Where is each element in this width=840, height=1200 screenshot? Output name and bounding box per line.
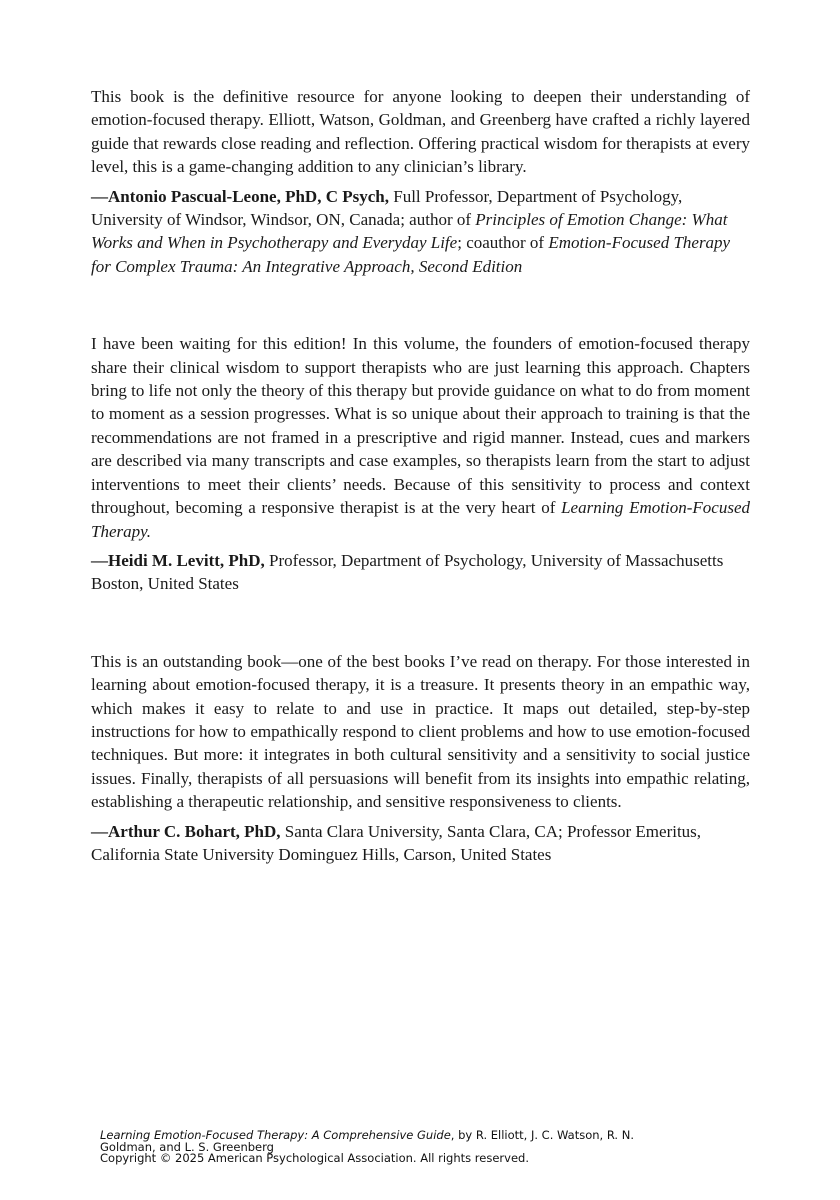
- endorsement-quote: [91, 332, 750, 543]
- footer-citation-line2: Goldman, and L. S. Greenberg: [100, 1139, 274, 1154]
- endorsement-attribution: [91, 185, 750, 279]
- endorsement-levitt: [91, 332, 750, 595]
- endorsement-pascual-leone: [91, 85, 750, 278]
- copyright-footer: [100, 1130, 700, 1165]
- footer-book-title: Learning Emotion-Focused Therapy: A Comprehensive Guide: [100, 1128, 451, 1142]
- endorsement-attribution: [91, 820, 750, 867]
- quote-text: I have been waiting for this edition! In this volume, the founders of emotion-focused therapy share their clinical wisdom to support therapists who are just learning this approach. Chapters bring to life not only the theory of this therapy but provide guidance on what to do from moment to moment as a session progresses. What is so unique about their approach to training is that the recommendations are not framed in a prescriptive and rigid manner. Instead, cues and markers are described via many transcripts and case examples, so therapists learn from the start to adjust interventions to meet their clients’ needs. Because of this sensitivity to process and context throughout, becoming a responsive therapist is at the very heart of: [91, 334, 750, 518]
- footer-authors: , by R. Elliott, J. C. Watson, R. N.: [450, 1128, 634, 1142]
- attribution-connector: ; coauthor of: [457, 233, 549, 253]
- endorsements-page: [91, 85, 750, 866]
- book-title: Emotion-Focused Therapy for Complex Trauma: An Integrative Approach, Second Edition: [91, 233, 731, 276]
- endorser-affiliation: Full Professor, Department of Psychology, University of Windsor, Windsor, ON, Canada; author of: [91, 186, 683, 230]
- endorsement-attribution: [91, 549, 750, 596]
- book-title: Principles of Emotion Change: What Works and When in Psychotherapy and Everyday Life: [91, 210, 728, 253]
- endorsement-bohart: [91, 650, 750, 867]
- endorser-affiliation: Professor, Department of Psychology, University of Massachusetts Boston, United States: [91, 550, 724, 594]
- endorsement-quote: This book is the definitive resource for anyone looking to deepen their understanding of emotion-focused therapy. Elliott, Watson, Goldman, and Greenberg have crafted a richly layered guide that rewards close reading and reflection. Offering practical wisdom for therapists at every level, this is a game-changing addition to any clinician’s library.: [91, 87, 750, 177]
- endorser-name: —Antonio Pascual-Leone, PhD, C Psych,: [91, 186, 389, 206]
- endorser-affiliation: Santa Clara University, Santa Clara, CA; Professor Emeritus, California State University Dominguez Hills, Carson, United States: [91, 821, 702, 864]
- endorser-name: —Heidi M. Levitt, PhD,: [91, 550, 265, 570]
- quote-book-title: Learning Emotion-Focused Therapy.: [91, 498, 750, 541]
- endorser-name: —Arthur C. Bohart, PhD,: [91, 821, 281, 841]
- endorsement-quote: This is an outstanding book—one of the best books I’ve read on therapy. For those interested in learning about emotion-focused therapy, it is a treasure. It presents theory in an empathic way, which makes it easy to relate to and use in practice. It maps out detailed, step-by-step instructions for how to empathically respond to client problems and how to use emotion-focused techniques. But more: it integrates in both cultural sensitivity and a sensitivity to social justice issues. Finally, therapists of all persuasions will benefit from its insights into empathic relating, establishing a therapeutic relationship, and sensitive responsiveness to clients.: [91, 651, 750, 812]
- footer-copyright: Copyright © 2025 American Psychological Association. All rights reserved.: [100, 1151, 529, 1165]
